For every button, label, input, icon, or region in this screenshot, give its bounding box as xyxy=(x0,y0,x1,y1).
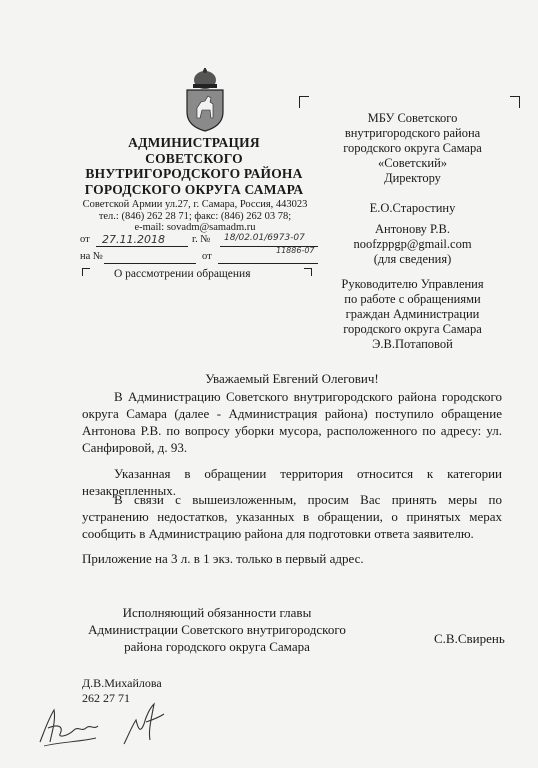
recipient-line: Е.О.Старостину xyxy=(369,201,456,215)
recipient-line: городского округа Самара xyxy=(343,322,482,336)
corner-mark-icon xyxy=(299,96,309,108)
org-line: АДМИНИСТРАЦИЯ xyxy=(128,135,260,150)
ref-number-line xyxy=(104,263,196,264)
phone-fax-line: тел.: (846) 262 28 71; факс: (846) 262 03 78; xyxy=(98,210,292,222)
recipient-line: Антонову Р.В. xyxy=(374,222,451,236)
attachment-note: Приложение на 3 л. в 1 экз. только в первый адрес. xyxy=(82,551,364,566)
executor-phone: 262 27 71 xyxy=(82,691,130,705)
address-line: Советской Армии ул.27, г. Самара, Россия, 443023 xyxy=(82,199,308,210)
organization-name xyxy=(78,135,310,197)
signatory-name: С.В.Свирень xyxy=(434,631,505,646)
recipient-management xyxy=(320,277,505,352)
org-line: СОВЕТСКОГО xyxy=(145,150,243,166)
email-line: e-mail: sovadm@samadm.ru xyxy=(134,222,256,233)
corner-mark-icon xyxy=(304,268,312,276)
recipient-info xyxy=(320,222,505,267)
corner-mark-icon xyxy=(82,268,90,276)
greeting: Уважаемый Евгений Олегович! xyxy=(205,371,379,386)
recipient-line: (для сведения) xyxy=(373,252,452,266)
coat-of-arms-emblem xyxy=(183,68,227,132)
recipient-line: Директору xyxy=(384,171,441,185)
recipient-line: Руководителю Управления xyxy=(341,277,484,291)
handwritten-signature xyxy=(34,702,104,748)
executor-name: Д.В.Михайлова xyxy=(82,676,162,690)
organization-contacts xyxy=(80,199,310,234)
recipient-spacer xyxy=(320,186,505,201)
recipient-primary xyxy=(320,111,505,216)
recipient-line: внутригородского района xyxy=(344,126,481,140)
reg-number-value: 18/02.01/6973-07 xyxy=(224,233,305,243)
ref-number-label: на № xyxy=(80,251,103,262)
body-paragraph: В Администрацию Советского внутригородского района городского округа Самара (далее - Администрация района) поступило обращение Антонова Р.В. по вопросу уборки мусора, расположенного по адресу: ул. Санфировой, д. 93. xyxy=(82,389,502,455)
position-line: Администрации Советского внутригородского xyxy=(88,622,346,637)
signatory-position xyxy=(82,604,352,655)
body-paragraph: В связи с вышеизложенным, просим Вас принять меры по устранению недостатков, указанных в обращении, о принятых мерах сообщить в Администрацию района для подготовки ответа заявителю. xyxy=(82,492,502,541)
position-line: района городского округа Самара xyxy=(124,639,310,654)
subject-block xyxy=(82,268,312,282)
position-line: Исполняющий обязанности главы xyxy=(122,605,312,620)
ref-date-line xyxy=(218,263,318,264)
reference-row xyxy=(80,246,318,265)
org-line: ГОРОДСКОГО ОКРУГА САМАРА xyxy=(84,181,304,197)
recipient-line: городского округа Самара xyxy=(343,141,482,155)
corner-mark-icon xyxy=(510,96,520,108)
handwritten-signature xyxy=(118,700,168,748)
org-line: ВНУТРИГОРОДСКОГО РАЙОНА xyxy=(85,166,303,181)
recipient-line: МБУ Советского xyxy=(367,111,458,125)
recipient-line: по работе с обращениями xyxy=(344,292,481,306)
recipient-email: noofzppgp@gmail.com xyxy=(353,237,472,251)
body-paragraph: Указанная в обращении территория относится к категории незакрепленных. xyxy=(82,466,502,498)
recipient-line: Э.В.Потаповой xyxy=(372,337,453,351)
reg-date-label: от xyxy=(80,234,90,245)
subject-text: О рассмотрении обращения xyxy=(114,268,251,280)
ref-date-label: от xyxy=(202,251,212,262)
recipient-line: граждан Администрации xyxy=(345,307,480,321)
reg-date-value: 27.11.2018 xyxy=(102,233,165,246)
reg-date-line xyxy=(96,246,188,247)
recipient-line: «Советский» xyxy=(377,156,448,170)
reg-number-label: г. № xyxy=(192,234,211,245)
ref-handwritten-note: 11886-07 xyxy=(276,246,315,255)
